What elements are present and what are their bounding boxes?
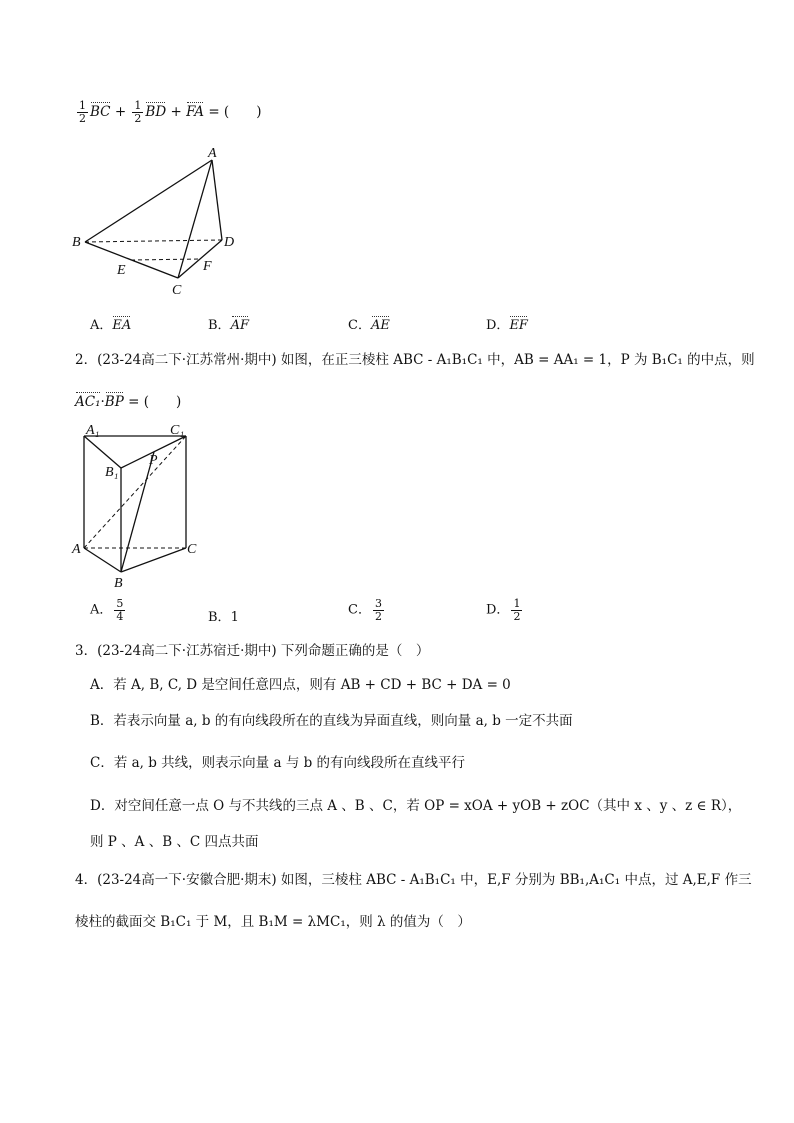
q3-option-c[interactable]: C．若 a, b 共线，则表示向量 a 与 b 的有向线段所在直线平行 [90, 755, 466, 771]
q1-frac-2: $\frac{1}{2}$ [134, 99, 142, 125]
label-e: E [117, 263, 126, 278]
q4-stem-line2: 棱柱的截面交 B₁C₁ 于 M，且 B₁M = λMC₁，则 λ 的值为（ ） [75, 914, 471, 930]
label-b: B [72, 235, 81, 250]
q3-option-d-line2: 则 P 、A 、B 、C 四点共面 [90, 834, 259, 850]
q2-option-b[interactable]: B．1 [208, 610, 239, 625]
q2-prism-figure [70, 420, 210, 595]
label-f: F [203, 259, 212, 274]
q1-vector-fa: FA [186, 100, 204, 120]
label-a1: A₁ [86, 423, 100, 438]
label-b1: B₁ [105, 465, 119, 480]
label-c: C [172, 283, 182, 298]
q1-tetrahedron-figure [65, 145, 255, 300]
q2-option-c[interactable]: C． $\frac{3}{2}$ [348, 597, 382, 623]
label-a: A [72, 542, 81, 557]
q1-option-a[interactable]: A．EA [90, 314, 131, 333]
q1-vector-bc: BC [90, 100, 111, 120]
q3-option-d[interactable]: D．对空间任意一点 O 与不共线的三点 A 、B 、C，若 OP = xOA + yOB + zOC（其中 x 、y 、z ∈ R）， [90, 798, 742, 814]
label-a: A [208, 146, 217, 161]
q2-stem-line2: AC₁·BP = ( ) [75, 390, 181, 410]
q2-option-d[interactable]: D． $\frac{1}{2}$ [486, 597, 521, 623]
q1-tail: = ( ) [208, 104, 262, 120]
q3-option-b[interactable]: B．若表示向量 a, b 的有向线段所在的直线为异面直线，则向量 a, b 一定不共面 [90, 713, 573, 729]
q1-option-c[interactable]: C．AE [348, 314, 390, 333]
label-d: D [224, 235, 235, 250]
q4-stem-line1: 4．(23-24高一下·安徽合肥·期末) 如图，三棱柱 ABC - A₁B₁C₁ 中，E,F 分别为 BB₁,A₁C₁ 中点，过 A,E,F 作三 [75, 872, 752, 888]
q1-vector-bd: BD [145, 100, 166, 120]
q3-stem: 3．(23-24高二下·江苏宿迁·期中) 下列命题正确的是（ ） [75, 643, 430, 659]
label-c: C [187, 542, 197, 557]
q1-option-d[interactable]: D．EF [486, 314, 528, 333]
q1-option-b[interactable]: B．AF [208, 314, 249, 333]
q3-option-a[interactable]: A．若 A, B, C, D 是空间任意四点，则有 AB + CD + BC + DA = 0 [90, 677, 511, 693]
label-b: B [114, 576, 123, 591]
q2-stem-line1: 2．(23-24高二下·江苏常州·期中) 如图，在正三棱柱 ABC - A₁B₁C₁ 中，AB = AA₁ = 1，P 为 B₁C₁ 的中点，则 [75, 352, 755, 368]
label-c1: C₁ [170, 423, 185, 438]
label-p: P [149, 453, 158, 468]
q2-option-a[interactable]: A． $\frac{5}{4}$ [90, 597, 124, 623]
q1-expression: $\frac{1}{2}$ BC + $\frac{1}{2}$ BD + FA = ( ) [79, 99, 262, 125]
q1-frac-1: $\frac{1}{2}$ [79, 99, 86, 125]
